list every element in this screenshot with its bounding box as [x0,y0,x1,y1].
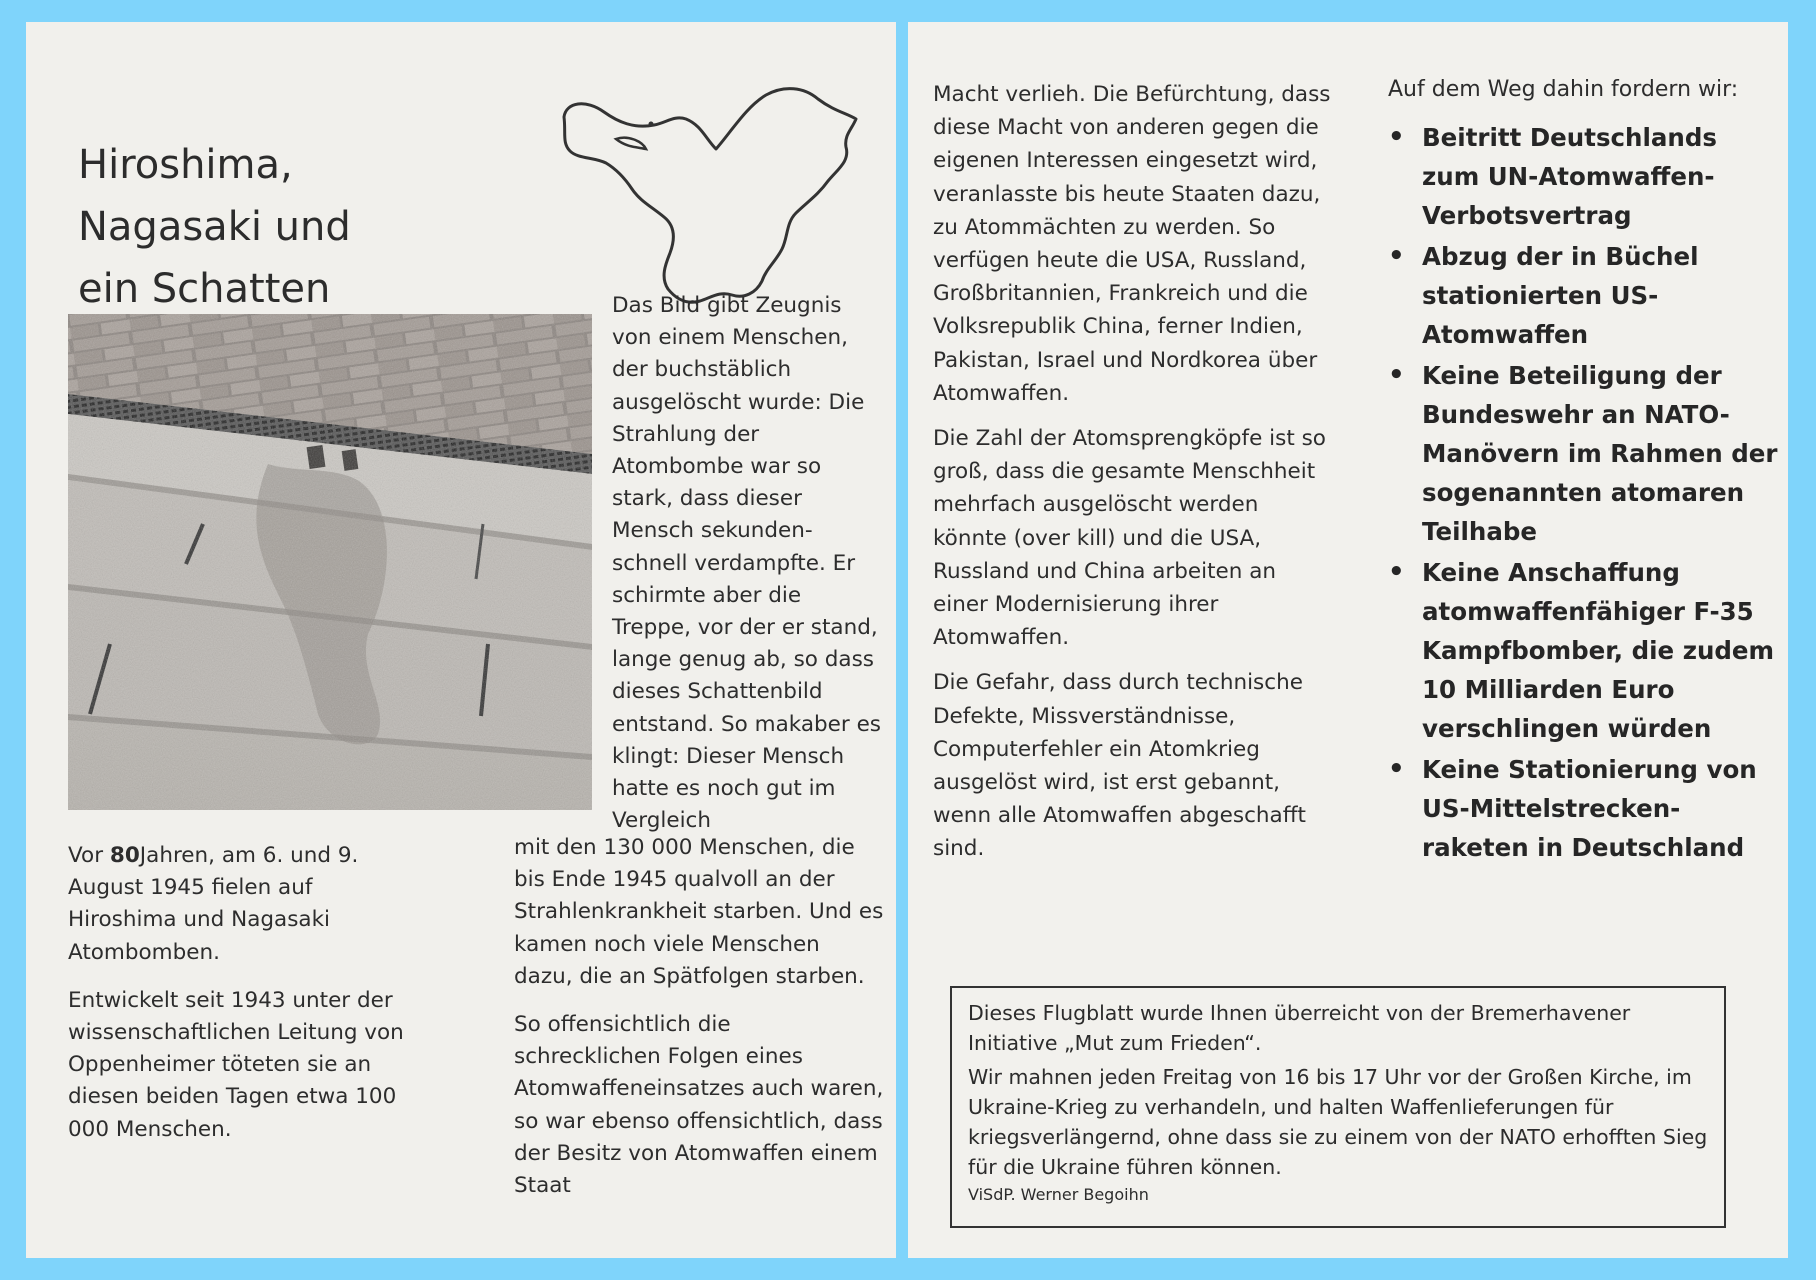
right-paragraph-3: Die Gefahr, dass durch technische Defekte, Missverständnisse, Computerfehler ein Atomkrieg ausgelöst wird, ist erst gebannt, wenn alle Atomwaffen abgeschafft sind. [933,670,1306,862]
right-page [908,22,1788,1258]
demands-list [1388,118,1778,867]
demand-item: • Beitritt Deutschlands zum UN-Atomwaffen-Verbotsvertrag [1388,118,1778,235]
demands-column [1388,74,1778,869]
wide-paragraph-1: mit den 130 000 Menschen, die bis Ende 1945 qualvoll an der Strahlenkrankheit starben. Und es kamen noch viele Menschen dazu, die an Spätfolgen starben. [514,835,884,989]
wide-text-column [514,832,884,1214]
intro-years: 80 [109,843,140,868]
box-line-2: Wir mahnen jeden Freitag von 16 bis 17 Uhr vor der Großen Kirche, im Ukraine-Krieg zu verhandeln, und halten Waffenlieferungen für kriegsverlängernd, ohne dass sie zu einem von der NATO erhofften Sieg für die Ukraine führen können. [968,1065,1708,1179]
demand-item: • Keine Anschaffung atomwaffenfähiger F-35 Kampfbomber, die zudem 10 Milliarden Euro verschlingen würden [1388,553,1778,748]
demand-item: • Keine Beteiligung der Bundeswehr an NATO-Manövern im Rahmen der sogenannten atomaren Teilhabe [1388,356,1778,551]
title-line-2: Nagasaki und [78,204,351,250]
intro-text-column [68,840,408,1158]
intro-prefix: Vor [68,843,110,868]
page-title [78,134,438,320]
intro-paragraph [68,840,408,969]
demand-item: • Keine Stationierung von US-Mittelstrecken-raketen in Deutschland [1388,750,1778,867]
wide-paragraph-2: So offensichtlich die schrecklichen Folgen eines Atomwaffeneinsatzes auch waren, so war ebenso offensichtlich, dass der Besitz von Atomwaffen einem Staat [514,1012,884,1199]
intro-rest: Jahren, am 6. und 9. August 1945 fielen auf Hiroshima und Nagasaki Atombomben. [68,843,359,965]
right-paragraph-1: Macht verlieh. Die Befürchtung, dass diese Macht von anderen gegen die eigenen Interessen eingesetzt wird, veranlasste bis heute Staaten dazu, zu Atommächten zu werden. So verfügen heute die USA, Russland, Großbritannien, Frankreich und die Volksrepublik China, ferner Indien, Pakistan, Israel und Nordkorea über Atomwaffen. [933,82,1331,406]
title-line-1: Hiroshima, [78,142,293,188]
box-line-1: Dieses Flugblatt wurde Ihnen überreicht von der Bremerhavener Initiative „Mut zum Frieden“. [968,1001,1631,1055]
left-page [26,22,896,1258]
shadow-photo [68,314,592,810]
right-paragraph-2: Die Zahl der Atomsprengköpfe ist so groß, dass die gesamte Menschheit mehrfach ausgelöscht werden könnte (over kill) und die USA, Russland und China arbeiten an einer Modernisierung ihrer Atomwaffen. [933,426,1326,651]
title-line-3: ein Schatten [78,266,331,312]
right-text-column [933,78,1333,878]
info-box [950,986,1726,1228]
photo-caption-text [612,290,882,849]
peace-dove-icon [556,77,861,307]
demand-item: • Abzug der in Büchel stationierten US-Atomwaffen [1388,237,1778,354]
demands-title: Auf dem Weg dahin fordern wir: [1388,77,1739,102]
photo-side-paragraph: Das Bild gibt Zeugnis von einem Menschen, der buchstäblich ausgelöscht wurde: Die Strahlung der Atombombe war so stark, dass dieser Mensch sekunden-schnell verdampfte. Er schirmte aber die Treppe, vor der er stand, lange genug ab, so dass dieses Schattenbild entstand. So makaber es klingt: Dieser Mensch hatte es noch gut im Vergleich [612,293,882,834]
history-paragraph: Entwickelt seit 1943 unter der wissenschaftlichen Leitung von Oppenheimer töteten sie an diesen beiden Tagen etwa 100 000 Menschen. [68,987,404,1142]
visdp-label: ViSdP. Werner Begoihn [968,1185,1149,1204]
